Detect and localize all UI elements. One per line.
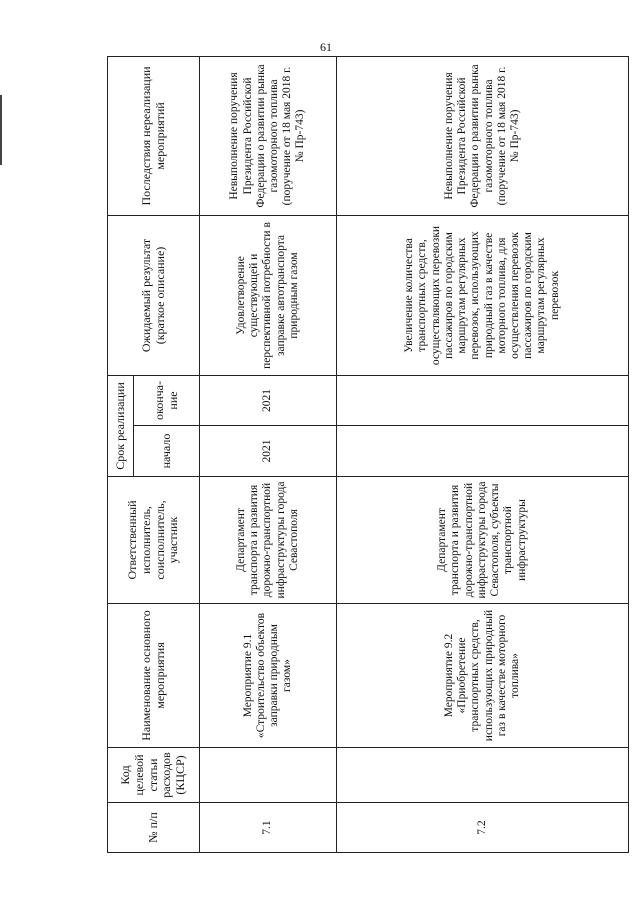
row-start: 2021 — [200, 426, 337, 477]
header-code: Код целевой статьи расходов (КЦСР) — [108, 748, 200, 803]
header-result: Ожидаемый результат (краткое описание) — [108, 215, 200, 375]
row-code — [337, 748, 629, 803]
header-num: № п/п — [108, 803, 200, 853]
row-name: Мероприятие 9.2 «Приобретение транспортных средств, использующих природный газ в качестве моторного топлива» — [337, 604, 629, 748]
row-end — [337, 375, 629, 425]
header-name: Наименование основного мероприятия — [108, 604, 200, 748]
row-start — [337, 426, 629, 477]
row-result: Удовлетворение существующей и перспективной потребности в заправке автотранспорта природным газом — [200, 215, 337, 375]
row-num: 7.2 — [337, 803, 629, 853]
header-consequences: Последствия нереализации мероприятий — [108, 56, 200, 215]
table-row — [200, 56, 337, 852]
row-consequences: Невыполнение поручения Президента Российской Федерации о развитии рынка газомоторного топлива (поручение от 18 мая 2018 г. № Пр-743) — [337, 56, 629, 215]
row-consequences: Невыполнение поручения Президента Российской Федерации о развитии рынка газомоторного топлива (поручение от 18 мая 2018 г. № Пр-743) — [200, 56, 337, 215]
activities-table — [107, 56, 629, 853]
header-start: начало — [134, 426, 200, 477]
table-row — [337, 56, 629, 852]
row-code — [200, 748, 337, 803]
row-name: Мероприятие 9.1 «Строительство объектов заправки природным газом» — [200, 604, 337, 748]
header-end: оконча-ние — [134, 375, 200, 425]
scan-edge-mark — [0, 95, 2, 165]
row-end: 2021 — [200, 375, 337, 425]
header-term: Срок реализации — [108, 375, 134, 476]
row-responsible: Департамент транспорта и развития дорожно-транспортной инфраструктуры города Севастополя, субъекты транспортной инфраструктуры — [337, 477, 629, 604]
header-responsible: Ответственный исполнитель, соисполнитель, участник — [108, 477, 200, 604]
page-number: 61 — [320, 40, 332, 54]
rotated-table-page — [107, 57, 628, 853]
row-result: Увеличение количества транспортных средств, осуществляющих перевозки пассажиров по городским маршрутам регулярных перевозок, использующих природный газ в качестве моторного топлива, для осуществления перевозок пассажиров по городским маршрутам регулярных перевозок — [337, 215, 629, 375]
row-responsible: Департамент транспорта и развития дорожно-транспортной инфраструктуры города Севастополя — [200, 477, 337, 604]
row-num: 7.1 — [200, 803, 337, 853]
